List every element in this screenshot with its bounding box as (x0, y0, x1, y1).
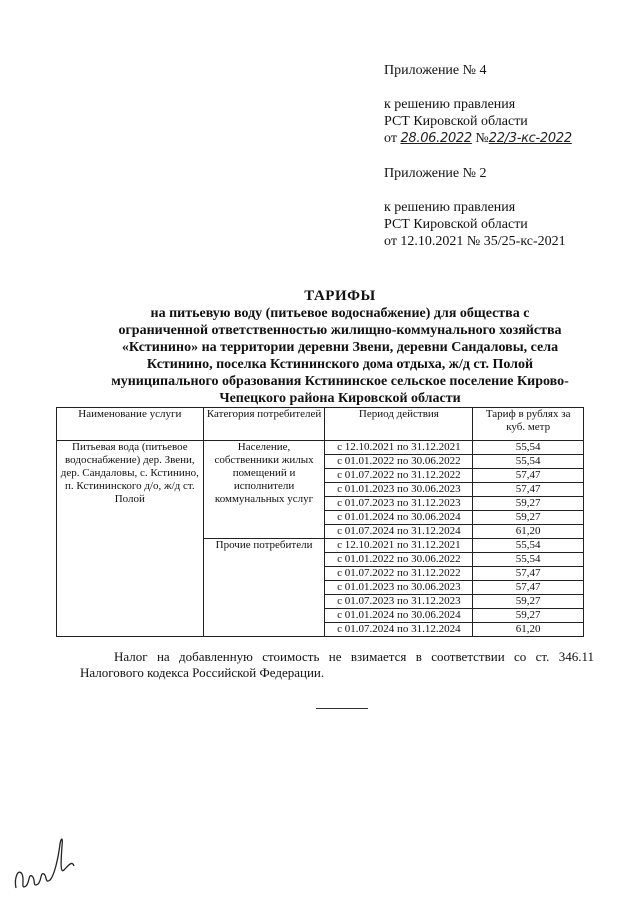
signature-mark (10, 830, 80, 895)
period-cell: с 01.01.2024 по 30.06.2024 (325, 511, 473, 525)
price-cell: 59,27 (473, 609, 584, 623)
price-cell: 55,54 (473, 539, 584, 553)
title-heading: ТАРИФЫ (304, 288, 376, 304)
title-line: муниципального образования Кстининское сельское поселение Кирово- (111, 374, 569, 389)
price-cell: 57,47 (473, 469, 584, 483)
appendix-4-title: Приложение № 4 (384, 63, 487, 78)
period-cell: с 01.01.2023 по 30.06.2023 (325, 581, 473, 595)
price-cell: 61,20 (473, 623, 584, 637)
title-line: «Кстинино» на территории деревни Звени, деревни Сандаловы, села (121, 340, 559, 355)
period-cell: с 01.07.2023 по 31.12.2023 (325, 595, 473, 609)
period-cell: с 01.01.2023 по 30.06.2023 (325, 483, 473, 497)
appendix-4-decision-line: к решению правления (384, 97, 516, 112)
period-cell: с 01.07.2022 по 31.12.2022 (325, 469, 473, 483)
appendix-2-authority: РСТ Кировской области (384, 217, 528, 232)
header-category: Категория потребителей (203, 408, 325, 441)
category-other: Прочие потребители (203, 539, 325, 637)
period-cell: с 01.07.2022 по 31.12.2022 (325, 567, 473, 581)
appendix-2-block (384, 165, 566, 250)
appendix-2-title: Приложение № 2 (384, 166, 487, 181)
price-cell: 57,47 (473, 567, 584, 581)
handwritten-number: 22/3-кс-2022 (488, 131, 572, 146)
from-label: от (384, 131, 397, 146)
header-period: Период действия (325, 408, 473, 441)
price-cell: 55,54 (473, 441, 584, 455)
title-line: на питьевую воду (питьевое водоснабжение) для общества с (150, 306, 530, 321)
header-service: Наименование услуги (57, 408, 204, 441)
appendix-2-date-number: от 12.10.2021 № 35/25-кс-2021 (384, 234, 566, 249)
table-row (57, 441, 584, 455)
category-population: Население, собственники жилых помещений и исполнители коммунальных услуг (203, 441, 325, 539)
service-name: Питьевая вода (питьевое водоснабжение) дер. Звени, дер. Сандаловы, с. Кстинино, п. Кстининского д/о, ж/д ст. Полой (57, 441, 204, 637)
period-cell: с 01.01.2022 по 30.06.2022 (325, 455, 473, 469)
price-cell: 55,54 (473, 553, 584, 567)
appendix-4-block (384, 62, 572, 147)
price-cell: 59,27 (473, 511, 584, 525)
appendix-2-decision-line: к решению правления (384, 200, 516, 215)
title-line: ограниченной ответственностью жилищно-коммунального хозяйства (118, 323, 562, 338)
title-line: Чепецкого района Кировской области (219, 391, 461, 406)
appendix-4-date-number (384, 130, 572, 147)
period-cell: с 01.01.2024 по 30.06.2024 (325, 609, 473, 623)
tariff-table (56, 407, 584, 637)
document-title (80, 288, 600, 407)
price-cell: 57,47 (473, 581, 584, 595)
handwritten-date: 28.06.2022 (400, 131, 472, 146)
separator-line (316, 708, 368, 709)
period-cell: с 01.07.2024 по 31.12.2024 (325, 525, 473, 539)
period-cell: с 12.10.2021 по 31.12.2021 (325, 441, 473, 455)
price-cell: 59,27 (473, 595, 584, 609)
price-cell: 55,54 (473, 455, 584, 469)
title-line: Кстинино, поселка Кстининского дома отдыха, ж/д ст. Полой (146, 357, 534, 372)
vat-note: Налог на добавленную стоимость не взимается в соответствии со ст. 346.11 Налогового кодекса Российской Федерации. (80, 649, 594, 680)
number-sign: № (475, 131, 489, 146)
price-cell: 57,47 (473, 483, 584, 497)
period-cell: с 01.07.2024 по 31.12.2024 (325, 623, 473, 637)
appendix-4-authority: РСТ Кировской области (384, 114, 528, 129)
price-cell: 59,27 (473, 497, 584, 511)
header-tariff: Тариф в рублях за куб. метр (473, 408, 584, 441)
period-cell: с 12.10.2021 по 31.12.2021 (325, 539, 473, 553)
period-cell: с 01.07.2023 по 31.12.2023 (325, 497, 473, 511)
period-cell: с 01.01.2022 по 30.06.2022 (325, 553, 473, 567)
price-cell: 61,20 (473, 525, 584, 539)
